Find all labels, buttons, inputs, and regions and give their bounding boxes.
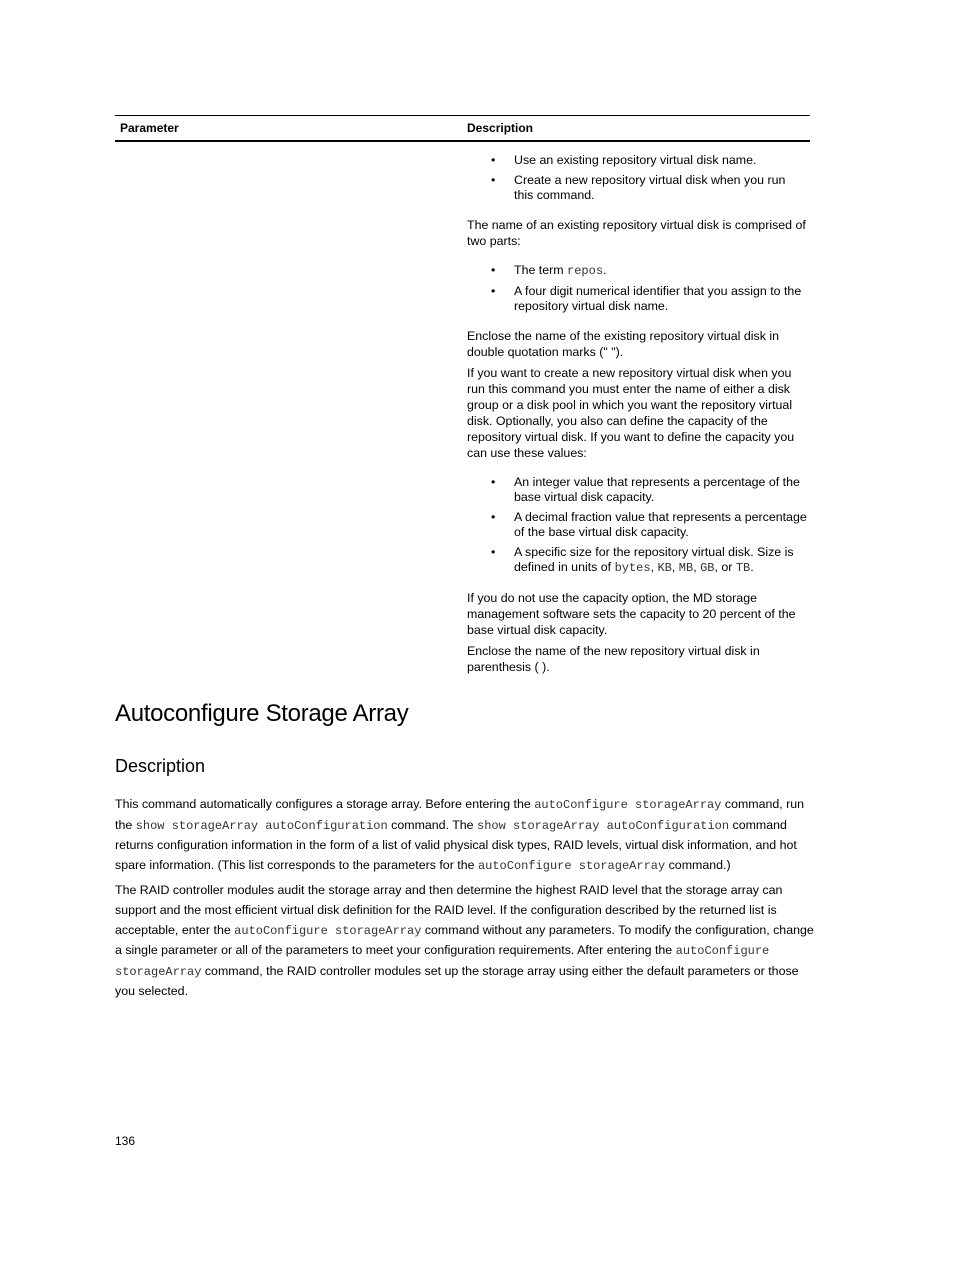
code-term: repos: [567, 264, 604, 278]
section-body: [115, 795, 815, 1007]
unit-code: KB: [657, 561, 672, 575]
header-description: Description: [467, 121, 534, 135]
code-term: show storageArray autoConfiguration: [477, 818, 730, 833]
list-item: • A specific size for the repository virtual disk. Size is defined in units of bytes, KB, MB, GB, or TB.: [491, 545, 794, 575]
unit-code: TB: [735, 561, 751, 575]
page-number: 136: [115, 1134, 136, 1148]
code-term: autoConfigure storageArray: [234, 923, 422, 938]
unit-code: bytes: [614, 561, 651, 575]
parameter-table: [115, 115, 810, 674]
name-parts-list: [467, 263, 807, 314]
section-title: Autoconfigure Storage Array: [115, 700, 409, 727]
paragraph: The RAID controller modules audit the storage array and then determine the highest RAID level that the storage array can support and the most efficient virtual disk definition for the RAID level. If the configuration described by the returned list is acceptable, enter the autoConfigure storageArray command without any parameters. To modify the configuration, change a single parameter or all of the parameters to meet your configuration requirements. After entering the autoConfigure storageArray command, the RAID controller modules set up the storage array using either the default parameters or those you selected.: [115, 883, 814, 999]
list-item: • An integer value that represents a percentage of the base virtual disk capacity.: [491, 475, 800, 504]
description-cell: [467, 153, 807, 680]
list-item: • A four digit numerical identifier that you assign to the repository virtual disk name.: [491, 284, 802, 313]
unit-code: GB: [700, 561, 715, 575]
paragraph: If you want to create a new repository virtual disk when you run this command you must enter the name of either a disk group or a disk pool in which you want the repository virtual disk. Optionally, you also can define the capacity of the repository virtual disk. If you want to define the capacity you can use these values:: [467, 366, 795, 460]
unit-code: MB: [678, 561, 694, 575]
paragraph: This command automatically configures a storage array. Before entering the autoConfigure storageArray command, run the show storageArray autoConfiguration command. The show storageArray autoConfiguration command returns configuration information in the form of a list of valid physical disk types, RAID levels, virtual disk information, and hot spare information. (This list corresponds to the parameters for the autoConfigure storageArray command.): [115, 797, 805, 873]
list-item: • Use an existing repository virtual disk name.: [491, 153, 757, 167]
paragraph: Enclose the name of the new repository virtual disk in parenthesis ( ).: [467, 644, 760, 674]
capacity-values-list: [467, 475, 807, 576]
code-term: autoConfigure storageArray: [115, 944, 770, 979]
code-term: autoConfigure storageArray: [477, 858, 666, 873]
paragraph: The name of an existing repository virtual disk is comprised of two parts:: [467, 218, 806, 248]
list-item: • Create a new repository virtual disk when you run this command.: [491, 173, 786, 202]
code-term: autoConfigure storageArray: [534, 798, 722, 812]
header-parameter: Parameter: [120, 121, 179, 135]
repository-options-list: [467, 153, 807, 203]
paragraph: If you do not use the capacity option, the MD storage management software sets the capacity to 20 percent of the base virtual disk capacity.: [467, 591, 796, 637]
list-item: • A decimal fraction value that represents a percentage of the base virtual disk capacity.: [491, 510, 807, 539]
code-term: show storageArray autoConfiguration: [135, 818, 388, 833]
section-subtitle: Description: [115, 756, 206, 776]
table-header: [115, 115, 810, 142]
list-item: • The term repos.: [491, 263, 607, 278]
paragraph: Enclose the name of the existing repository virtual disk in double quotation marks (" ").: [467, 329, 779, 359]
